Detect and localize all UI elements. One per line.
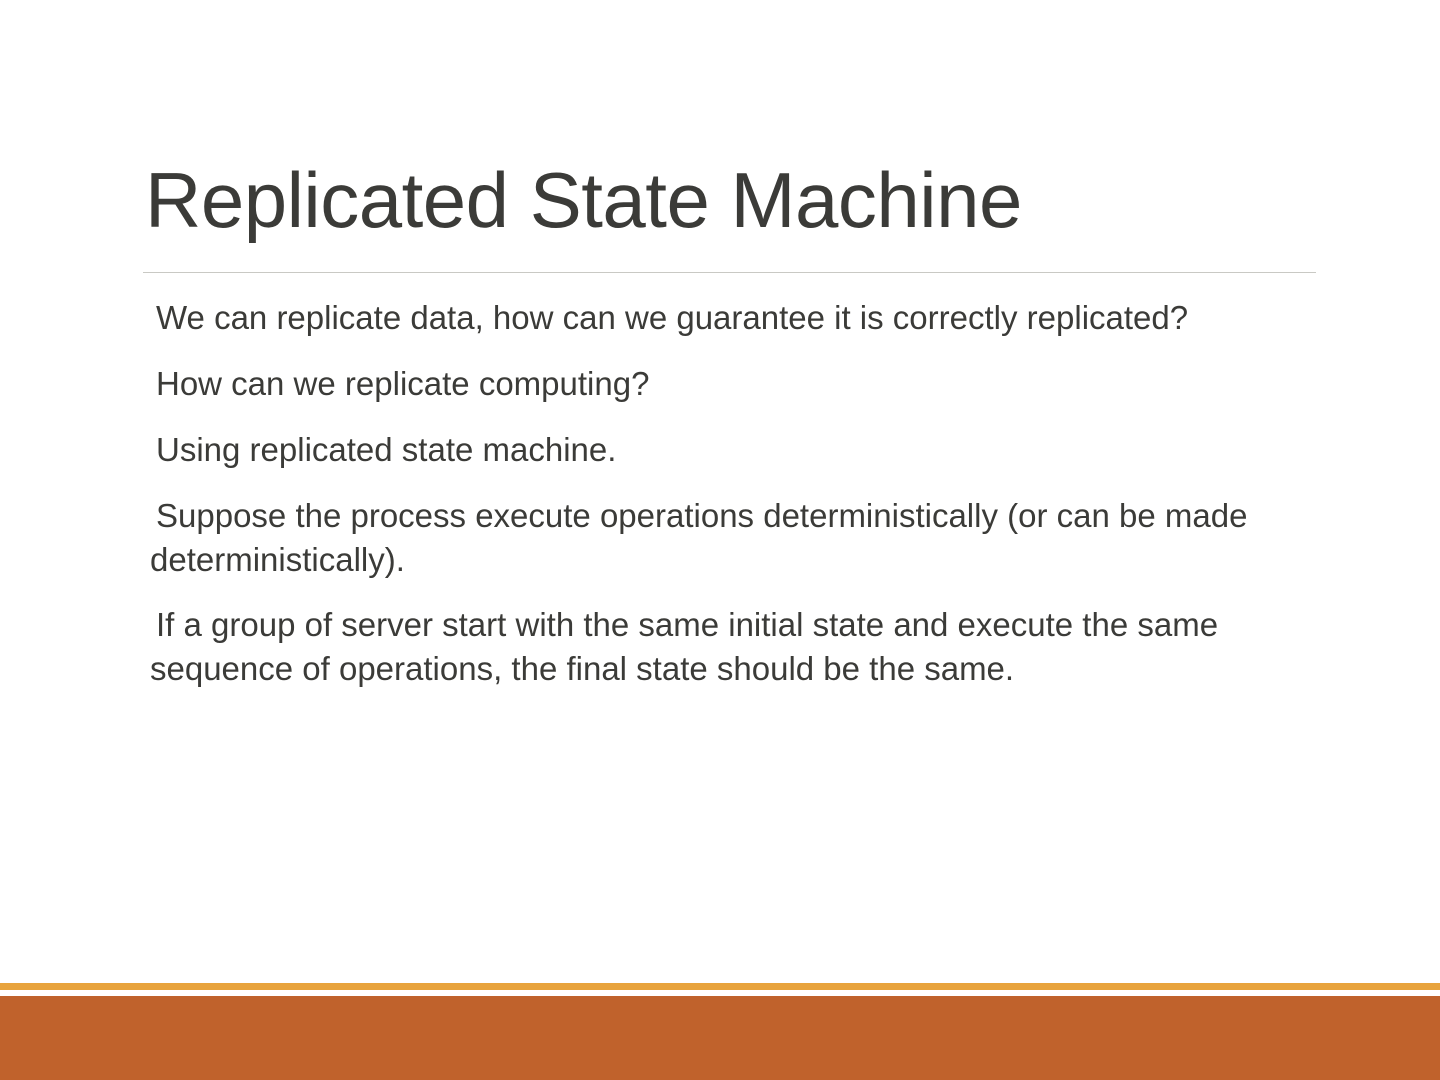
list-item: We can replicate data, how can we guarantee it is correctly replicated?	[156, 299, 1189, 336]
list-item: Using replicated state machine.	[156, 430, 617, 468]
footer-accent-stripe	[0, 983, 1440, 990]
footer-band	[0, 996, 1440, 1080]
title-divider	[143, 272, 1316, 273]
page-title: Replicated State Machine	[145, 156, 1022, 244]
slide-body	[150, 296, 1290, 691]
list-item: How can we replicate computing?	[156, 364, 650, 402]
list-item: If a group of server start with the same initial state and execute the same sequence of operations, the final state should be the same.	[150, 606, 1219, 688]
list-item: Suppose the process execute operations deterministically (or can be made deterministically).	[150, 496, 1248, 578]
